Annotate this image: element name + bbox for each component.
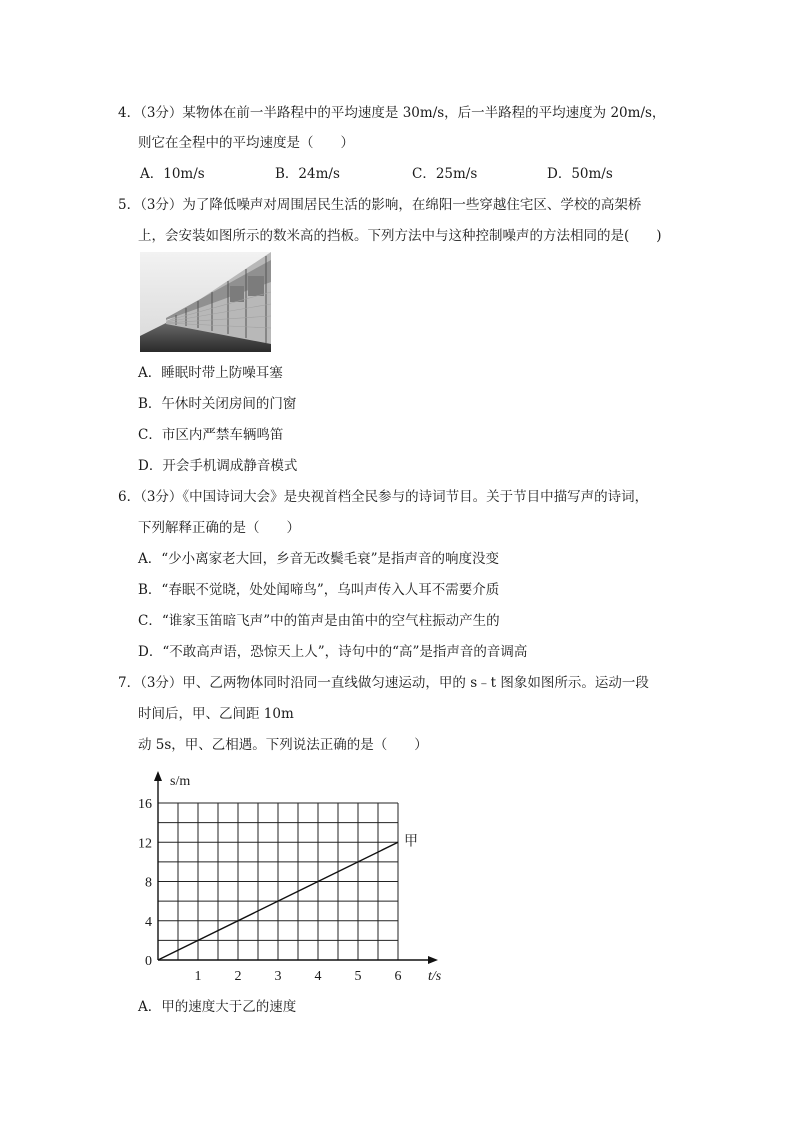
x-tick-label: 6 xyxy=(394,969,402,984)
noise-barrier-photo xyxy=(140,252,271,352)
y-tick-label: 0 xyxy=(145,954,152,969)
q6-option-c[interactable]: C．“谁家玉笛暗飞声”中的笛声是由笛中的空气柱振动产生的 xyxy=(138,613,500,629)
q6-stem-line2: 下列解释正确的是（ ） xyxy=(138,520,300,536)
series-label-jia: 甲 xyxy=(404,834,418,850)
x-tick-label: 1 xyxy=(194,969,202,984)
q4-stem-line1: 4．（3分）某物体在前一半路程中的平均速度是 30m/s，后一半路程的平均速度为 20m/s， xyxy=(118,105,666,121)
q6-option-a[interactable]: A．“少小离家老大回，乡音无改鬓毛衰”是指声音的响度没变 xyxy=(138,551,500,567)
q4-option-c[interactable]: C．25m/s xyxy=(412,166,478,182)
q6-option-d[interactable]: D．“不敢高声语，恐惊天上人”，诗句中的“高”是指声音的音调高 xyxy=(138,644,528,660)
q5-option-c[interactable]: C．市区内严禁车辆鸣笛 xyxy=(138,427,284,443)
y-axis-label: s/m xyxy=(170,774,191,789)
q6-option-b[interactable]: B．“春眠不觉晓，处处闻啼鸟”，乌叫声传入人耳不需要介质 xyxy=(138,582,500,598)
x-axis-arrow xyxy=(428,956,438,964)
x-axis-label: t/s xyxy=(428,969,442,984)
x-tick-label: 4 xyxy=(314,969,322,984)
x-tick-label: 2 xyxy=(234,969,242,984)
x-tick-label: 5 xyxy=(354,969,362,984)
q5-option-b[interactable]: B．午休时关闭房间的门窗 xyxy=(138,396,297,412)
q5-stem-line2: 上，会安装如图所示的数米高的挡板。下列方法中与这种控制噪声的方法相同的是( ) xyxy=(138,228,662,244)
x-tick-label: 3 xyxy=(274,969,282,984)
q7-stem-line2: 时间后，甲、乙间距 10m xyxy=(138,706,294,722)
q4-option-b[interactable]: B．24m/s xyxy=(275,166,340,182)
q7-stem-line3: 动 5s，甲、乙相遇。下列说法正确的是（ ） xyxy=(138,737,428,753)
y-tick-label: 8 xyxy=(145,875,152,891)
q5-option-d[interactable]: D．开会手机调成静音模式 xyxy=(138,458,298,474)
q4-option-d[interactable]: D．50m/s xyxy=(547,166,613,182)
chart-series xyxy=(158,833,418,960)
y-tick-label: 12 xyxy=(138,836,152,852)
q4-option-a[interactable]: A．10m/s xyxy=(140,166,205,182)
q7-option-a[interactable]: A．甲的速度大于乙的速度 xyxy=(138,999,297,1015)
y-axis-arrow xyxy=(154,771,162,781)
q5-option-a[interactable]: A．睡眠时带上防噪耳塞 xyxy=(138,365,283,381)
y-tick-label: 4 xyxy=(145,914,152,930)
y-tick-label: 16 xyxy=(138,797,152,812)
chart-axes xyxy=(154,771,438,964)
s-t-chart xyxy=(120,764,460,998)
q4-stem-line2: 则它在全程中的平均速度是（ ） xyxy=(138,135,354,151)
q6-stem-line1: 6．（3分）《中国诗词大会》是央视首档全民参与的诗词节目。关于节目中描写声的诗词， xyxy=(118,489,649,505)
q5-stem-line1: 5．（3分）为了降低噪声对周围居民生活的影响，在绵阳一些穿越住宅区、学校的高架桥 xyxy=(118,197,642,213)
chart-grid xyxy=(158,803,398,960)
q7-stem-line1: 7．（3分）甲、乙两物体同时沿同一直线做匀速运动，甲的 s﹣t 图象如图所示。运动一段 xyxy=(118,675,649,691)
